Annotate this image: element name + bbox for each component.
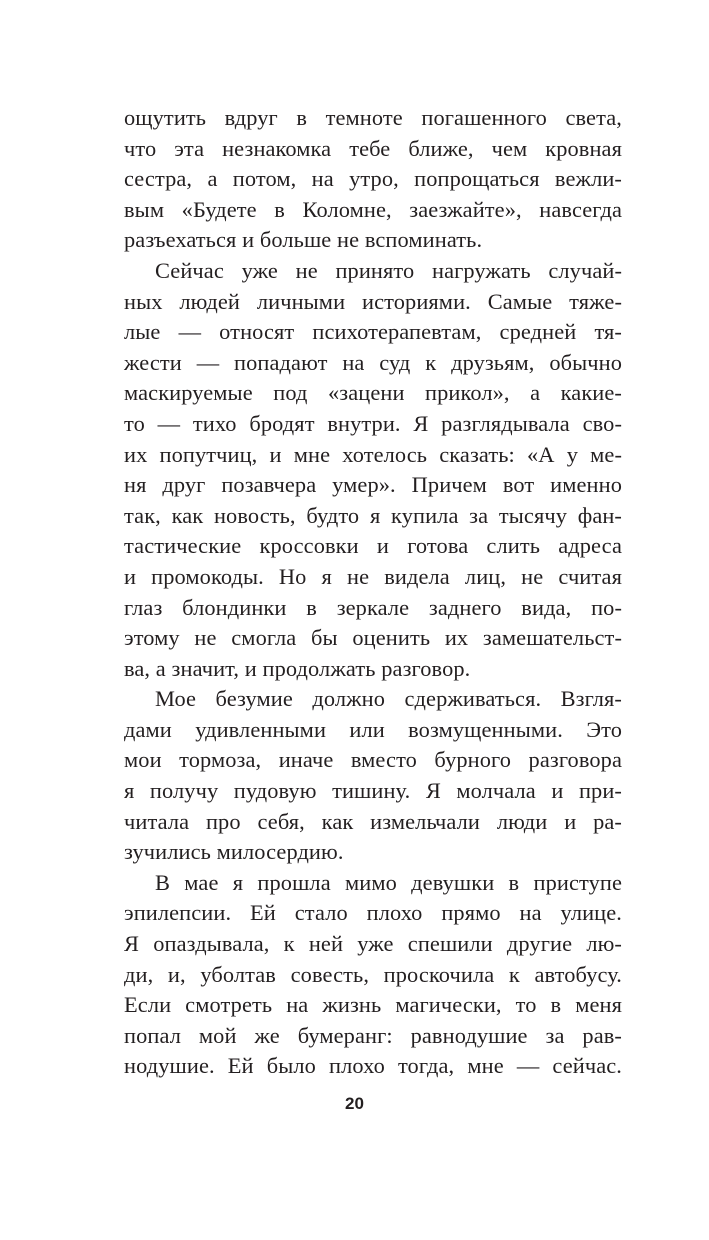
text-line: так, как новость, будто я купила за тысячу фан- bbox=[124, 502, 622, 528]
paragraph-4 bbox=[124, 868, 622, 1082]
text-line: этому не смогла бы оценить их замешательст- bbox=[124, 625, 622, 651]
paragraph-2 bbox=[124, 256, 622, 684]
text-line: В мае я прошла мимо девушки в приступе bbox=[155, 869, 622, 895]
text-line: лые — относят психотерапевтам, средней тя- bbox=[124, 319, 622, 345]
text-line: ных людей личными историями. Самые тяже- bbox=[124, 288, 622, 314]
text-line: нодушие. Ей было плохо тогда, мне — сейчас. bbox=[124, 1053, 622, 1079]
text-line: ня друг позавчера умер». Причем вот именно bbox=[124, 472, 622, 498]
text-line: я получу пудовую тишину. Я молчала и при- bbox=[124, 778, 622, 804]
text-line: ва, а значит, и продолжать разговор. bbox=[124, 655, 471, 681]
text-line: Сейчас уже не принято нагружать случай- bbox=[155, 257, 622, 283]
text-line: вым «Будете в Коломне, заезжайте», навсегда bbox=[124, 196, 622, 222]
text-line: дами удивленными или возмущенными. Это bbox=[124, 716, 622, 742]
text-line: жести — попадают на суд к друзьям, обычно bbox=[124, 349, 622, 375]
paragraph-3 bbox=[124, 684, 622, 868]
text-line: глаз блондинки в зеркале заднего вида, по- bbox=[124, 594, 622, 620]
text-line: то — тихо бродят внутри. Я разглядывала сво- bbox=[124, 410, 622, 436]
page-body bbox=[124, 103, 622, 1082]
text-line: тастические кроссовки и готова слить адреса bbox=[124, 533, 622, 559]
text-line: мои тормоза, иначе вместо бурного разговора bbox=[124, 747, 622, 773]
text-line: разъехаться и больше не вспоминать. bbox=[124, 227, 483, 253]
paragraph-1 bbox=[124, 103, 622, 256]
text-line: сестра, а потом, на утро, попрощаться вежли- bbox=[124, 166, 622, 192]
text-line: ди, и, уболтав совесть, проскочила к автобусу. bbox=[124, 961, 622, 987]
text-line: попал мой же бумеранг: равнодушие за рав- bbox=[124, 1022, 622, 1048]
text-line: читала про себя, как измельчали люди и ра- bbox=[124, 808, 622, 834]
text-line: Мое безумие должно сдерживаться. Взгля- bbox=[155, 686, 622, 712]
text-line: эпилепсии. Ей стало плохо прямо на улице. bbox=[124, 900, 622, 926]
page-number: 20 bbox=[345, 1094, 364, 1113]
text-line: ощутить вдруг в темноте погашенного света, bbox=[124, 105, 622, 130]
text-line: Я опаздывала, к ней уже спешили другие лю- bbox=[124, 931, 622, 957]
text-line: их попутчиц, и мне хотелось сказать: «А у ме- bbox=[124, 441, 622, 467]
text-line: маскируемые под «зацени прикол», а какие- bbox=[124, 380, 622, 406]
text-line: зучились милосердию. bbox=[124, 839, 344, 865]
text-line: что эта незнакомка тебе ближе, чем кровная bbox=[124, 135, 622, 161]
text-line: и промокоды. Но я не видела лиц, не считая bbox=[124, 563, 622, 589]
text-line: Если смотреть на жизнь магически, то в меня bbox=[124, 992, 622, 1018]
